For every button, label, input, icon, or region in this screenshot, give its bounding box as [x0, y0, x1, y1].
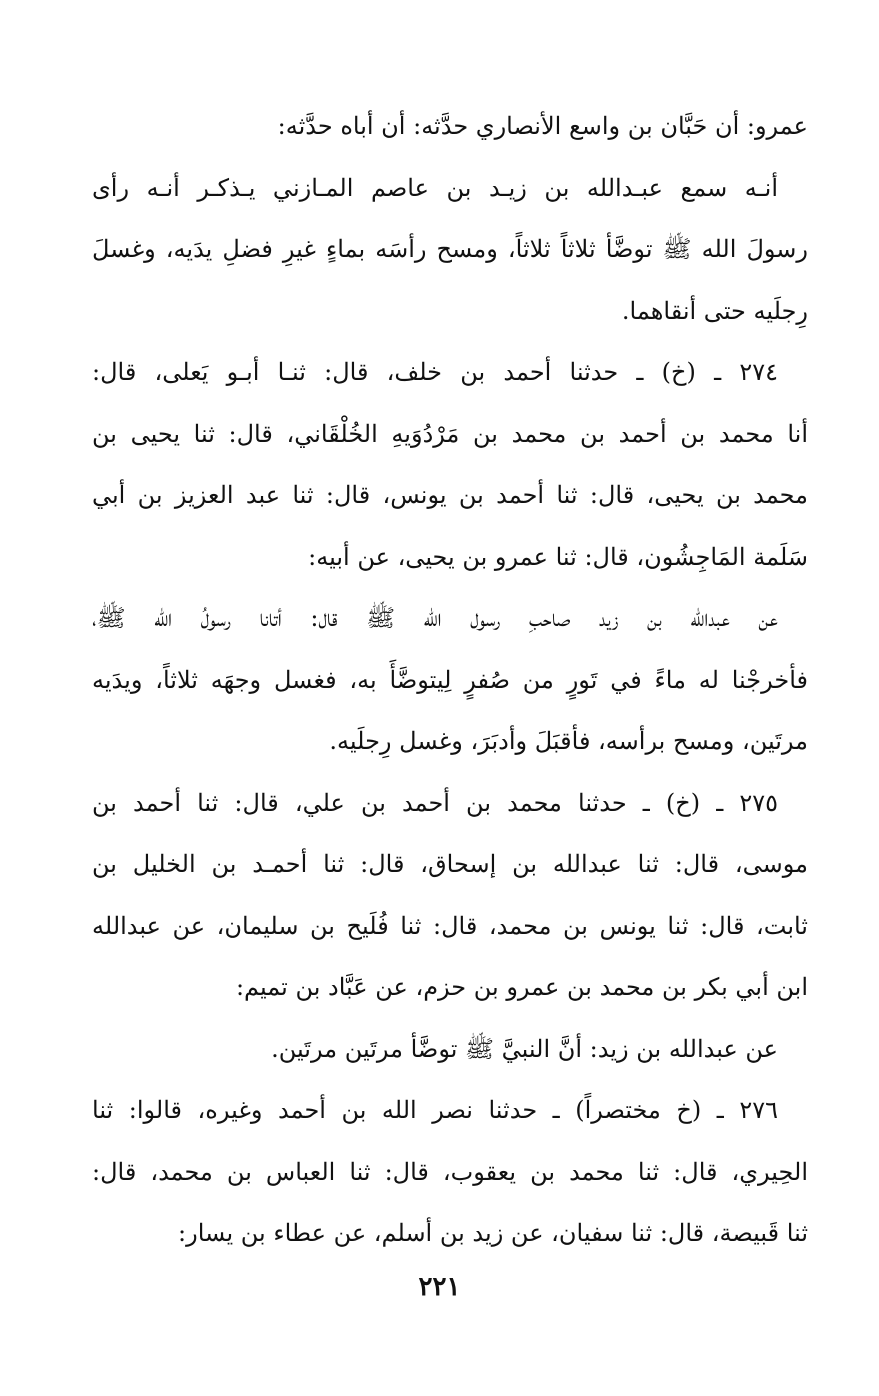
paragraph-hadith-274-text	[92, 588, 808, 773]
text-line: الحِيري، قال: ثنا محمد بن يعقوب، قال: ثنا العباس بن محمد، قال:	[92, 1157, 808, 1186]
page-number: ٢٢١	[418, 1272, 461, 1302]
text-line: ثنا قَبيصة، قال: ثنا سفيان، عن زيد بن أسلم، عن عطاء بن يسار:	[178, 1219, 808, 1247]
text-line: ٢٧٦ ـ (خ مختصراً) ـ حدثنا نصر الله بن أحمد وغيره، قالوا: ثنا	[92, 1096, 778, 1124]
page-body	[92, 96, 808, 1265]
text-line: موسى، قال: ثنا عبدالله بن إسحاق، قال: ثنا أحمـد بن الخليل بن	[92, 850, 808, 878]
text-line: ابن أبي بكر بن محمد بن عمرو بن حزم، عن عَبَّاد بن تميم:	[235, 973, 808, 1001]
text-line: سَلَمة المَاجِشُون، قال: ثنا عمرو بن يحيى، عن أبيه:	[308, 542, 808, 571]
paragraph-hadith-275-isnad	[92, 773, 808, 1019]
paragraph-hadith-text	[92, 158, 808, 343]
text-line: عن عبدالله بن زيد: أنَّ النبيَّ ﷺ توضَّأ مرتَين مرتَين.	[271, 1034, 778, 1063]
paragraph-hadith-275-text	[92, 1019, 808, 1081]
text-line: أنا محمد بن أحمد بن محمد بن مَرْدُوَيهِ الخُلْقَاني، قال: ثنا يحيى بن	[92, 419, 808, 448]
text-line: ٢٧٥ ـ (خ) ـ حدثنا محمد بن أحمد بن علي، قال: ثنا أحمد بن	[92, 788, 778, 817]
text-line: ثابت، قال: ثنا يونس بن محمد، قال: ثنا فُلَيح بن سليمان، عن عبدالله	[92, 911, 808, 940]
paragraph-hadith-276-isnad	[92, 1080, 808, 1265]
text-line: فأخرجْنا له ماءً في تَورٍ من صُفرٍ لِيتوضَّأَ به، فغسل وجهَه ثلاثاً، ويدَيه	[92, 665, 808, 694]
paragraph-hadith-274-isnad	[92, 342, 808, 588]
text-line: ٢٧٤ ـ (خ) ـ حدثنا أحمد بن خلف، قال: ثنـا أبـو يَعلى، قال:	[92, 358, 778, 386]
text-line: أنـه سمع عبـدالله بن زيـد بن عاصم المـازني يـذكـر أنـه رأى	[92, 173, 778, 202]
text-line: محمد بن يحيى، قال: ثنا أحمد بن يونس، قال: ثنا عبد العزيز بن أبي	[92, 481, 808, 509]
paragraph-isnad-continuation	[92, 96, 808, 158]
text-line: رسولَ الله ﷺ توضَّأ ثلاثاً ثلاثاً، ومسح رأسَه بماءٍ غيرِ فضلِ يدَيه، وغسلَ	[92, 235, 808, 263]
text-line: مرتَين، ومسح برأسه، فأقبَلَ وأدبَرَ، وغسل رِجلَيه.	[329, 727, 808, 755]
text-line: عمرو: أن حَبَّان بن واسع الأنصاري حدَّثه: أن أباه حدَّثه:	[277, 112, 808, 140]
text-line: عن عبدالله بن زيد صاحبِ رسول الله ﷺ قال: أتانا رسولُ الله ﷺ،	[92, 604, 778, 632]
text-line: رِجلَيه حتى أنقاهما.	[621, 296, 808, 325]
